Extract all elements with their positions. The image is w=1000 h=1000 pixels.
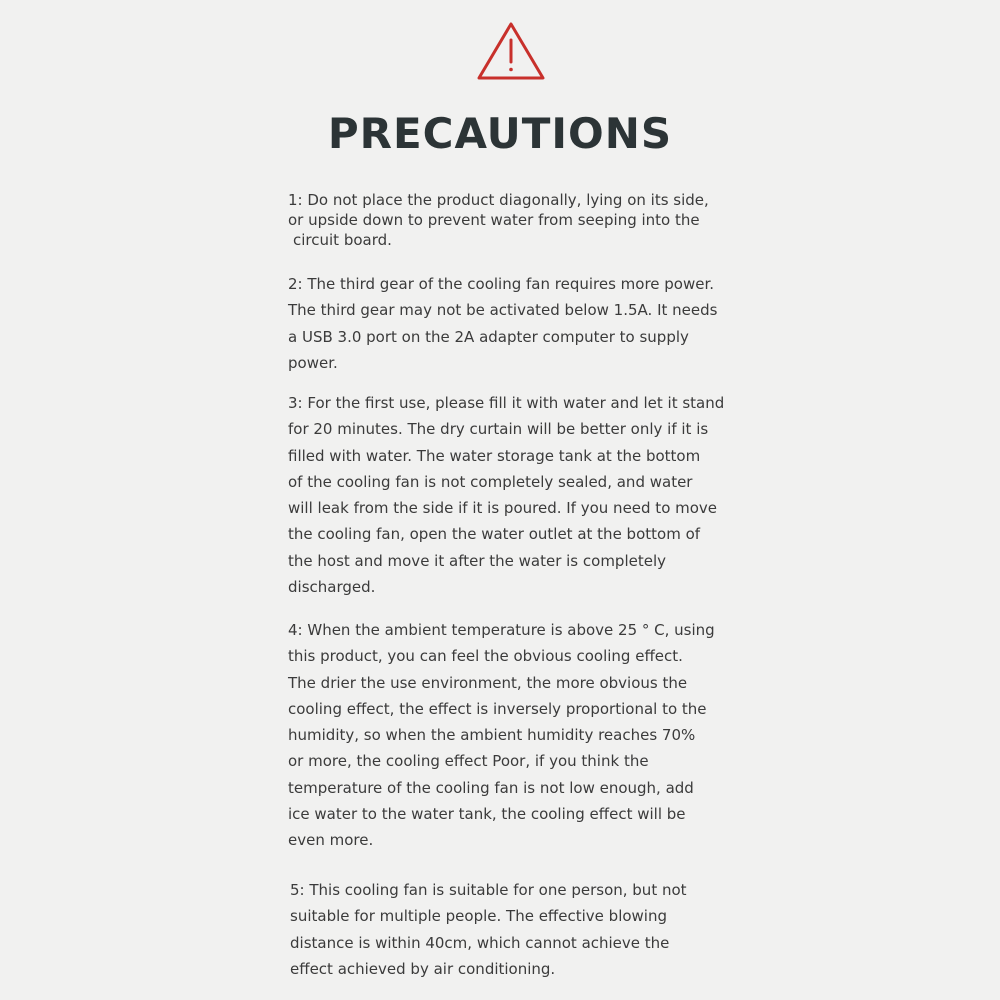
precaution-line: 3: For the first use, please fill it with water and let it stand [288,394,725,412]
precaution-line: power. [288,353,338,372]
precaution-line: temperature of the cooling fan is not low enough, add [288,778,694,797]
precaution-item-3 [288,390,724,600]
precaution-line: this product, you can feel the obvious cooling effect. [288,647,683,666]
precaution-line: the cooling fan, open the water outlet at the bottom of [288,525,701,544]
precaution-line: discharged. [288,578,376,597]
precaution-line: a USB 3.0 port on the 2A adapter computer to supply [288,327,689,346]
precaution-line: of the cooling fan is not completely sealed, and water [288,472,693,491]
warning-triangle-icon [475,20,547,82]
precaution-line: filled with water. The water storage tank at the bottom [288,446,701,465]
precaution-line: for 20 minutes. The dry curtain will be better only if it is [288,420,709,439]
precaution-item-2 [288,271,717,376]
precaution-line: ice water to the water tank, the cooling effect will be [288,805,686,824]
precaution-item-4 [288,617,715,854]
precaution-line: 1: Do not place the product diagonally, lying on its side, [288,191,709,209]
precaution-line: circuit board. [293,231,392,249]
precaution-line: 5: This cooling fan is suitable for one person, but not [290,881,687,899]
precaution-item-5 [290,877,687,982]
precaution-line: suitable for multiple people. The effective blowing [290,907,667,926]
precaution-line: will leak from the side if it is poured. If you need to move [288,499,718,518]
precaution-line: distance is within 40cm, which cannot achieve the [290,933,670,952]
precaution-line: The third gear may not be activated below 1.5A. It needs [288,301,718,320]
precaution-item-1 [288,190,709,250]
page-title: PRECAUTIONS [327,109,673,158]
precaution-line: 2: The third gear of the cooling fan requires more power. [288,275,715,293]
precaution-line: effect achieved by air conditioning. [290,959,556,978]
precaution-line: or more, the cooling effect Poor, if you think the [288,752,649,771]
precaution-line: cooling effect, the effect is inversely proportional to the [288,699,707,718]
precaution-line: the host and move it after the water is completely [288,551,667,570]
precaution-line: or upside down to prevent water from seeping into the [288,211,700,229]
precaution-line: humidity, so when the ambient humidity reaches 70% [288,726,696,745]
precaution-line: The drier the use environment, the more obvious the [288,673,688,692]
precaution-line: 4: When the ambient temperature is above 25 ° C, using [288,621,715,639]
precaution-line: even more. [288,831,374,850]
